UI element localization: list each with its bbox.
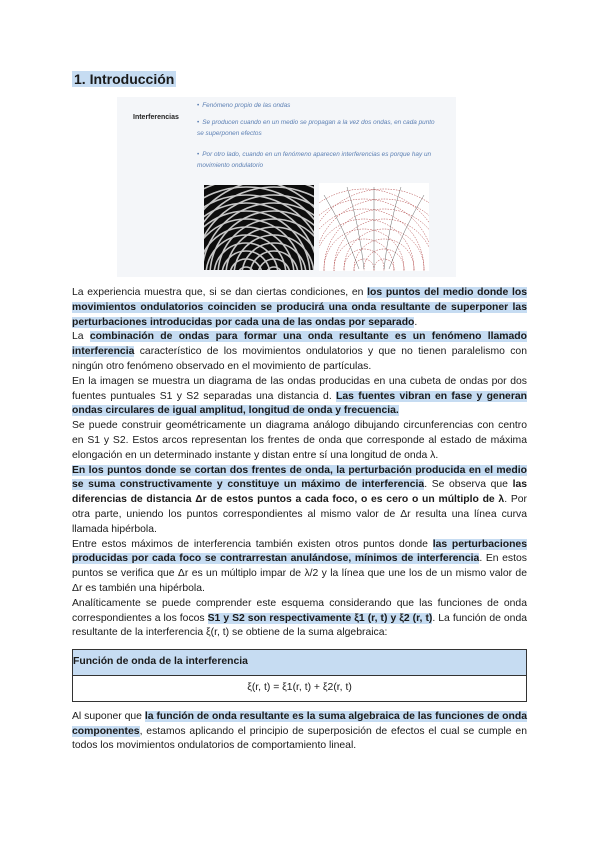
paragraph: La experiencia muestra que, si se dan ciertas condiciones, en los puntos del medio donde los movimientos ondulatorios coinciden se producirá una onda resultante de superponer las perturbaciones introducidas por cada una de las ondas por separado. (72, 287, 527, 328)
paragraph: Entre estos máximos de interferencia también existen otros puntos donde las perturbaciones producidas por cada foco se contrarrestan anulándose, mínimos de interferencia. En estos puntos se verifica que Δr es un múltiplo impar de λ/2 y la línea que une los de un mismo valor de Δr es también una hipérbola. (72, 538, 527, 594)
bullet-glyph: • (197, 119, 200, 126)
figure-bullet: • Por otro lado, cuando en un fenómeno aparecen interferencias es porque hay un movimiento ondulatorio (197, 151, 432, 169)
table-header: Función de onda de la interferencia (73, 650, 527, 676)
paragraph: En los puntos donde se cortan dos frentes de onda, la perturbación producida en el medio se suma constructivamente y constituye un máximo de interferencia. Se observa que las diferencias de distancia Δr de estos puntos a cada foco, o es cero o un múltiplo de λ. Por otra parte, uniendo los puntos correspondientes al mismo valor de Δr resulta una línea curva llamada hipérbola. (72, 464, 528, 535)
paragraph: Se puede construir geométricamente un diagrama análogo dibujando circunferencias con centro en S1 y S2. Estos arcos representan los frentes de onda que corresponde al estado de máxima elongación en un determinado instante y distan entre sí una longitud de onda λ. (72, 420, 527, 461)
bullet-glyph: • (197, 151, 200, 158)
equation-table (72, 649, 527, 702)
section-heading: 1. Introducción (74, 71, 175, 87)
bullet-glyph: • (197, 102, 200, 109)
figure-bullet: • Se producen cuando en un medio se propagan a la vez dos ondas, en cada punto se superponen efectos (197, 119, 435, 137)
paragraph: La combinación de ondas para formar una onda resultante es un fenómeno llamado interferencia característico de los movimientos ondulatorios y que no tienen paralelismo con ningún otro fenómeno observado en el movimiento de partículas. (72, 331, 527, 372)
paragraph: En la imagen se muestra un diagrama de las ondas producidas en una cubeta de ondas por dos fuentes puntuales S1 y S2 separadas una distancia d. Las fuentes vibran en fase y generan ondas circulares de igual amplitud, longitud de onda y frecuencia. (72, 375, 528, 417)
body-text (72, 286, 527, 754)
paragraph: Al suponer que la función de onda resultante es la suma algebraica de las funciones de onda componentes, estamos aplicando el principio de superposición de efectos el cual se cumple en todos los movimientos ondulatorios de comportamiento lineal. (72, 710, 527, 752)
interference-figure (117, 97, 456, 277)
figure-bullet: • Fenómeno propio de las ondas (197, 102, 291, 109)
wavefront-diagram (319, 183, 429, 271)
figure-label: Interferencias (133, 114, 179, 121)
paragraph: Analíticamente se puede comprender este esquema considerando que las funciones de onda correspondientes a los focos S1 y S2 son respectivamente ξ1 (r, t) y ξ2 (r, t). La función de onda resultante de la interferencia ξ(r, t) se obtiene de la suma algebraica: (72, 597, 527, 639)
table-formula: ξ(r, t) = ξ1(r, t) + ξ2(r, t) (73, 675, 527, 701)
ripple-tank-photo (204, 185, 314, 270)
